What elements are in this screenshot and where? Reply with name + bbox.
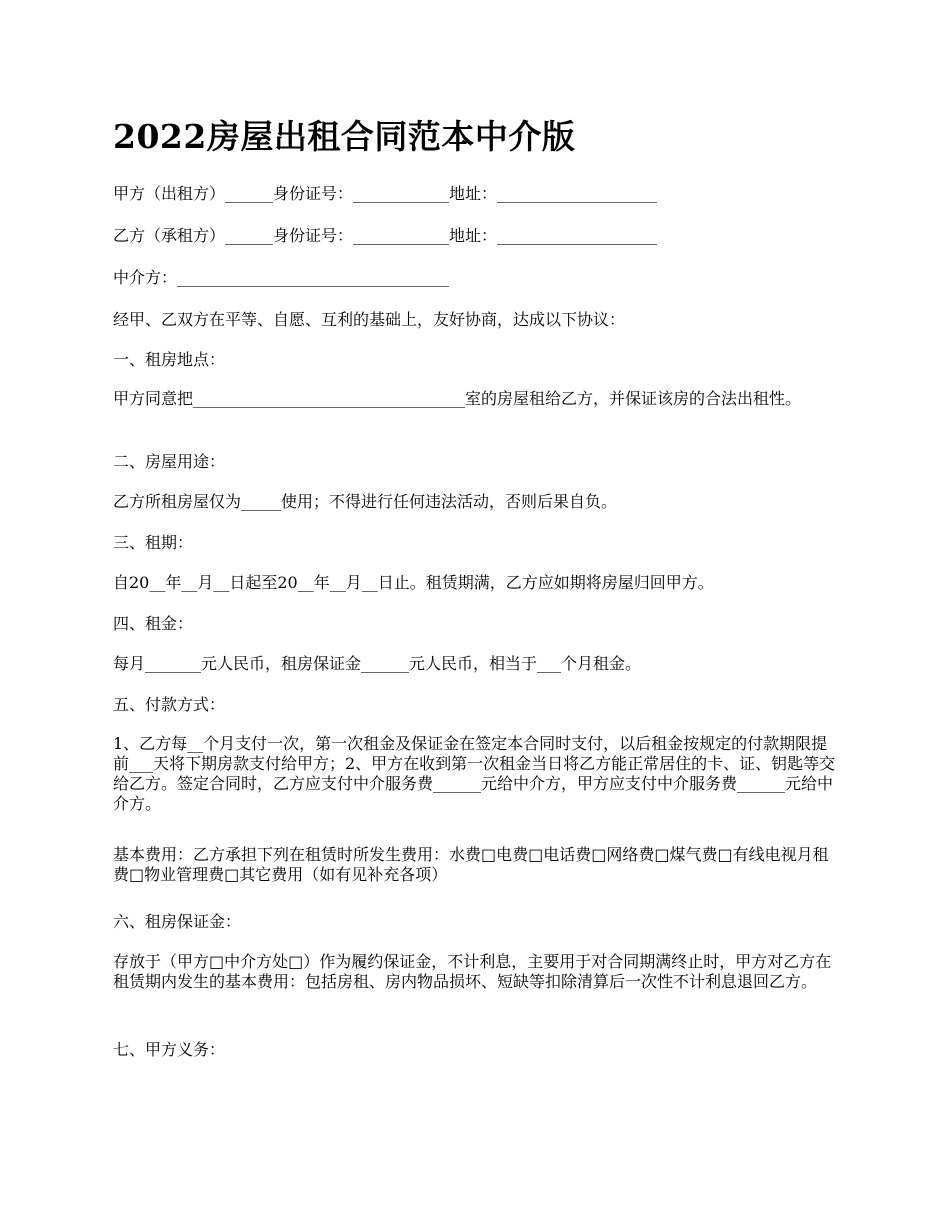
section-heading-rent: 四、租金： (113, 614, 194, 633)
section-heading-location: 一、租房地点： (113, 350, 226, 369)
section-heading-payment: 五、付款方式： (113, 695, 226, 714)
section-heading-deposit: 六、租房保证金： (113, 912, 242, 931)
document-title: 2022房屋出租合同范本中介版 (113, 117, 576, 156)
location-paragraph: 甲方同意把__________________________________室的房屋租给乙方，并保证该房的合法出租性。 (113, 389, 802, 408)
section-heading-usage: 二、房屋用途： (113, 452, 226, 471)
term-paragraph: 自20__年__月__日起至20__年__月__日止。租赁期满，乙方应如期将房屋归回甲方。 (113, 573, 714, 592)
agent-line: 中介方：__________________________________ (113, 268, 450, 287)
rent-paragraph: 每月_______元人民币，租房保证金______元人民币，相当于___个月租金。 (113, 654, 642, 673)
party-b-line: 乙方（承租方）______身份证号：____________地址：____________________ (113, 226, 658, 245)
payment-paragraph: 1、乙方每__个月支付一次，第一次租金及保证金在签定本合同时支付，以后租金按规定的付款期限提前___天将下期房款支付给甲方；2、甲方在收到第一次租金当日将乙方能正常居住的卡、证、钥匙等交给乙方。签定合同时，乙方应支付中介服务费______元给中介方，甲方应支付中介服务费______元给中介方。 (113, 734, 836, 813)
usage-paragraph: 乙方所租房屋仅为_____使用；不得进行任何违法活动，否则后果自负。 (113, 492, 618, 511)
party-a-line: 甲方（出租方）______身份证号：____________地址：____________________ (113, 184, 658, 203)
section-heading-party-a-duties: 七、甲方义务： (113, 1040, 226, 1059)
basic-fees-paragraph: 基本费用：乙方承担下列在租赁时所发生费用：水费□电费□电话费□网络费□煤气费□有线电视月租费□物业管理费□其它费用（如有见补充各项） (113, 845, 829, 884)
preamble-paragraph: 经甲、乙双方在平等、自愿、互利的基础上，友好协商，达成以下协议： (113, 310, 626, 329)
section-heading-term: 三、租期： (113, 533, 194, 552)
deposit-paragraph: 存放于（甲方□中介方处□）作为履约保证金，不计利息，主要用于对合同期满终止时，甲方对乙方在租赁期内发生的基本费用：包括房租、房内物品损坏、短缺等扣除清算后一次性不计利息退回乙方。 (113, 952, 832, 991)
